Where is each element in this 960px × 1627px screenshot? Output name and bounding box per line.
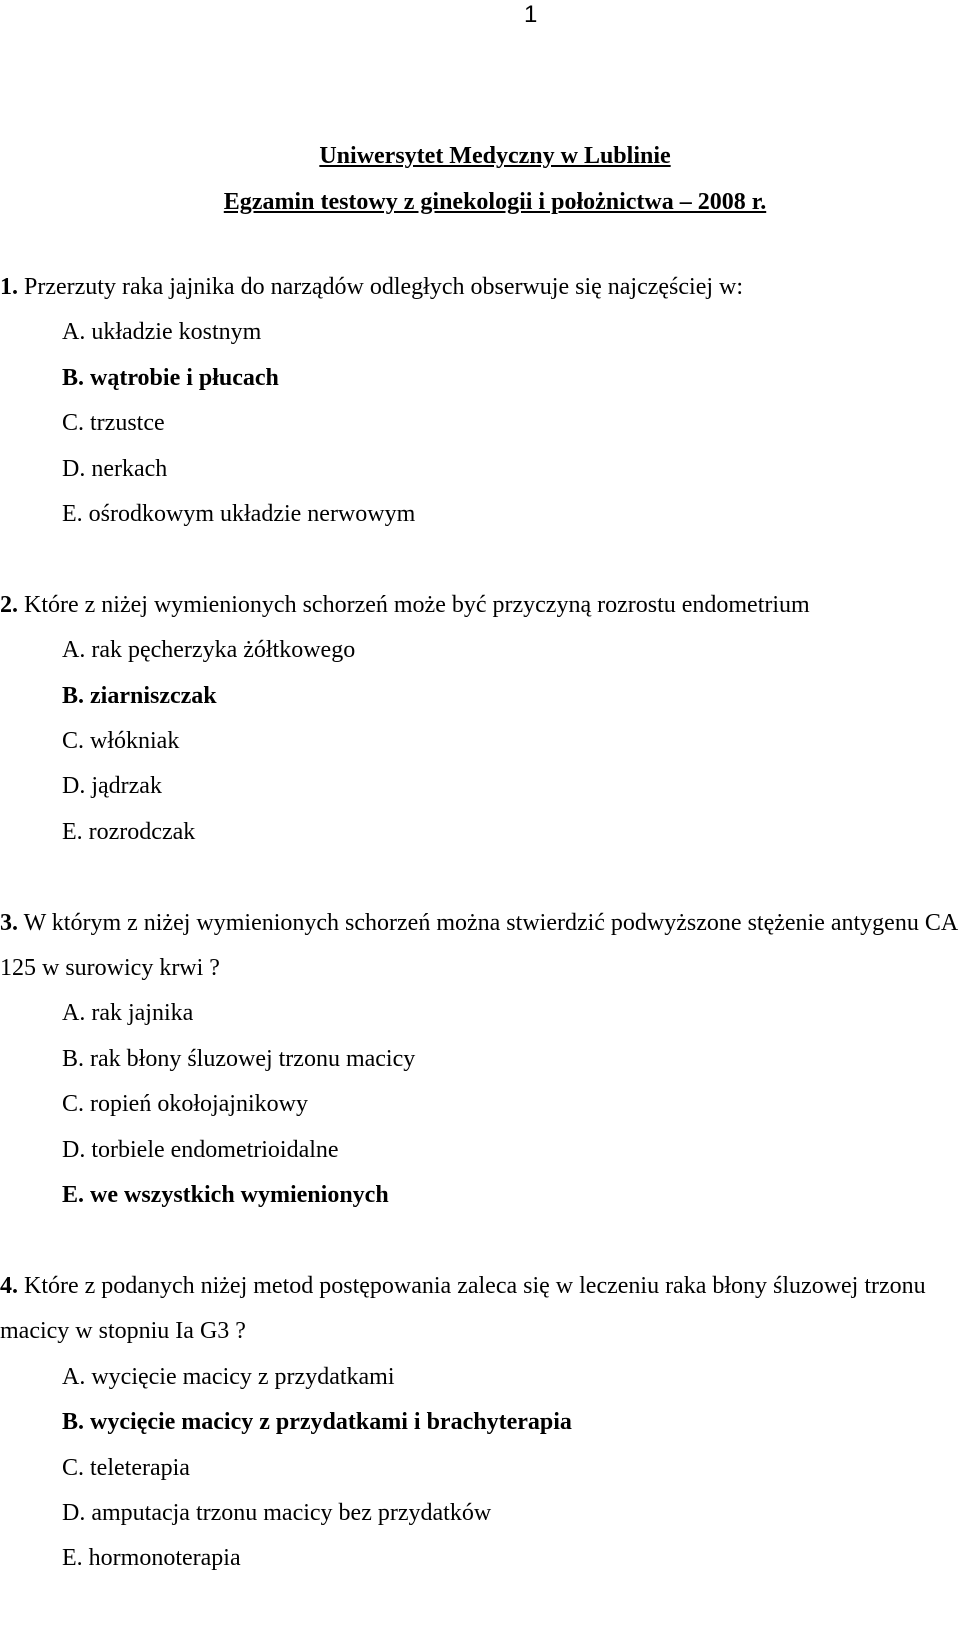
question-text [0,583,960,628]
university-name: Uniwersytet Medyczny w Lublinie [319,143,671,169]
question-body: Przerzuty raka jajnika do narządów odległych obserwuje się najczęściej w: [18,274,744,300]
question-body: Które z podanych niżej metod postępowania zaleca się w leczeniu raka błony śluzowej trzonu macicy w stopniu Ia G3 ? [0,1272,926,1345]
answer-option: D. nerkach [62,455,168,482]
answer-list [0,310,960,537]
answer-option: E. ośrodkowym układzie nerwowym [62,501,416,528]
question-2 [0,583,960,855]
question-number: 4. [0,1272,18,1299]
answer-option: A. rak pęcherzyka żółtkowego [62,637,356,664]
question-body: Które z niżej wymienionych schorzeń może być przyczyną rozrostu endometrium [18,591,810,618]
answer-option: A. rak jajnika [62,1000,194,1027]
question-list [0,265,960,1627]
answer-option: C. włókniak [62,728,180,755]
answer-option: B. rak błony śluzowej trzonu macicy [62,1045,416,1072]
answer-list [0,628,960,855]
document-header [0,133,960,225]
answer-list [0,991,960,1218]
answer-option: C. ropień okołojajnikowy [62,1091,308,1118]
answer-list [0,1355,960,1582]
question-text [0,265,960,310]
answer-option: B. ziarniszczak [62,682,217,709]
answer-option: D. jądrzak [62,773,162,800]
answer-option: B. wycięcie macicy z przydatkami i brachyterapia [62,1409,572,1436]
question-text [0,1264,960,1355]
answer-option: D. amputacja trzonu macicy bez przydatków [62,1499,492,1526]
answer-option: E. rozrodczak [62,818,196,845]
question-number: 1. [0,274,18,300]
question-number: 3. [0,909,18,936]
question-3 [0,901,960,1219]
question-text [0,901,960,992]
answer-option: D. torbiele endometrioidalne [62,1136,339,1163]
exam-title: Egzamin testowy z ginekologii i położnictwa – 2008 r. [223,189,767,215]
answer-option: E. we wszystkich wymienionych [62,1182,389,1209]
question-number: 2. [0,591,18,618]
question-body: W którym z niżej wymienionych schorzeń można stwierdzić podwyższone stężenie antygenu CA 125 w surowicy krwi ? [0,909,957,982]
answer-option: A. wycięcie macicy z przydatkami [62,1363,395,1390]
answer-option: C. trzustce [62,410,165,437]
page-number: 1 [524,1,538,28]
question-1 [0,265,960,537]
answer-option: E. hormonoterapia [62,1545,241,1572]
answer-option: B. wątrobie i płucach [62,364,279,391]
answer-option: A. układzie kostnym [62,319,262,346]
answer-option: C. teleterapia [62,1454,190,1481]
question-4 [0,1264,960,1582]
